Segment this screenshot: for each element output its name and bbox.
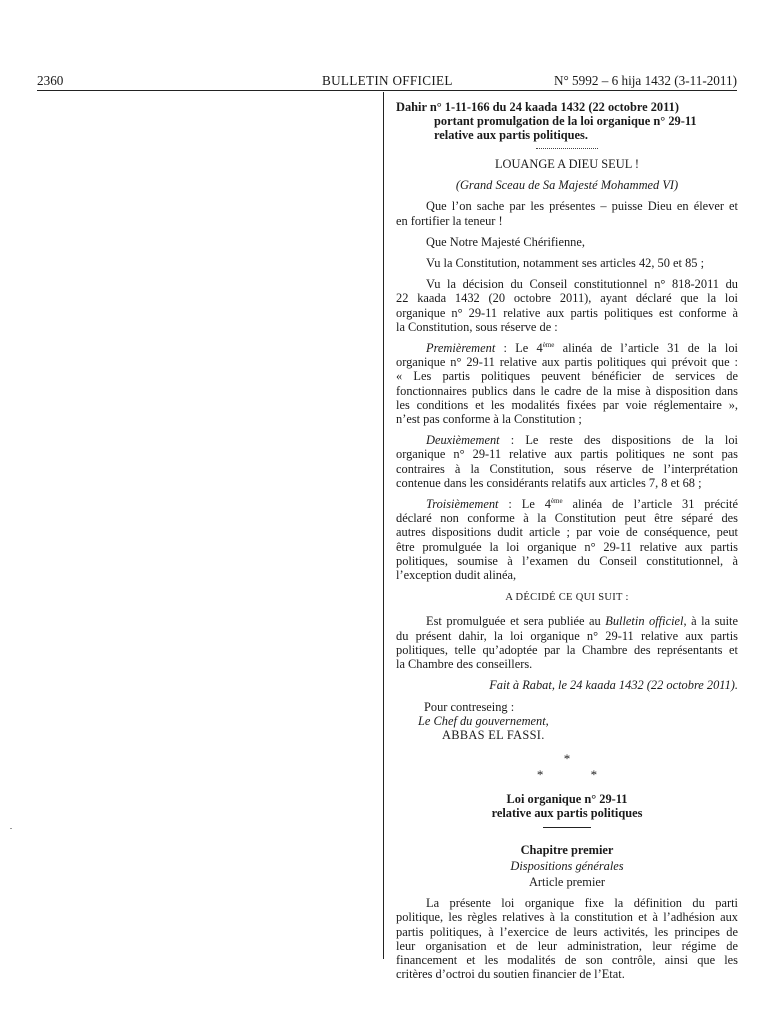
paragraph-line: la Constitution, sous réserve de : (396, 319, 558, 334)
publication-title: BULLETIN OFFICIEL (322, 73, 453, 88)
law-title-line: Loi organique n° 29-11 (506, 792, 628, 807)
text-run: , à la suite (683, 614, 738, 629)
text-run: alinéa de l’article 31 de la loi (554, 341, 738, 356)
paragraph-line: être promulguée la loi organique n° 29-11 relative aux partis (396, 539, 738, 554)
paragraph-line: politiques, telle qu’adoptée par la Chambre des représentants et (396, 642, 738, 657)
star-bottom: * * (536, 767, 620, 783)
paragraph-line (396, 433, 738, 447)
paragraph-line: Que l’on sache par les présentes – puisse Dieu en élever et (426, 199, 738, 214)
countersign-label: Pour contreseing : (424, 699, 515, 714)
paragraph-line (396, 341, 738, 355)
enumeration-label: Troisièmement (426, 497, 499, 512)
paragraph-line: la Chambre des conseillers. (396, 657, 533, 672)
paragraph-line: organique n° 29-11 relative aux partis politiques ne sont pas (396, 447, 738, 462)
right-column (396, 100, 738, 981)
paragraph-line: politiques, soumise à l’examen du Conseil constitutionnel, à (396, 553, 738, 568)
decision-heading: A DÉCIDÉ CE QUI SUIT : (505, 592, 629, 604)
column-divider (383, 92, 384, 959)
enumeration-label: Premièrement (426, 341, 496, 356)
paragraph-line: « Les partis politiques peuvent bénéficier de services de (396, 369, 738, 384)
publication-reference: Bulletin officiel (605, 614, 684, 629)
dahir-title-line: portant promulgation de la loi organique n° 29-11 (434, 114, 697, 128)
text-run: Est promulguée et sera publiée au (426, 614, 606, 629)
seal-line: (Grand Sceau de Sa Majesté Mohammed VI) (455, 178, 679, 193)
paragraph-line: La présente loi organique fixe la définition du parti (426, 896, 738, 911)
paragraph-line: fonctionnaires publics dans le cadre de la mise à disposition dans (396, 383, 738, 398)
paragraph-line (396, 497, 738, 511)
signatory-name: ABBAS EL FASSI. (442, 727, 545, 742)
signature-date: Fait à Rabat, le 24 kaada 1432 (22 octobre 2011). (489, 678, 738, 693)
header-rule (37, 90, 737, 91)
text-run: : Le reste des dispositions de la loi (499, 433, 738, 448)
praise-line: LOUANGE A DIEU SEUL ! (494, 157, 640, 171)
paragraph-line: organique n° 29-11 relative aux partis politiques qui prévoit que : (396, 355, 738, 370)
paragraph-line: organique n° 29-11 relative aux partis politiques est conforme à (396, 305, 738, 320)
paragraph-line: en fortifier la teneur ! (396, 213, 503, 228)
paragraph-line: l’exception dudit alinéa, (396, 568, 517, 583)
dahir-title-line: relative aux partis politiques. (434, 128, 588, 142)
title-separator (536, 148, 598, 149)
enumeration-label: Deuxièmement (426, 433, 500, 448)
paragraph-line: politique, les règles relatives à la constitution et à l’adhésion aux (396, 910, 738, 925)
paragraph-line: financement et les modalités de son contrôle, ainsi que les (396, 952, 738, 967)
paragraph-line: du présent dahir, la loi organique n° 29-11 relative aux partis (396, 628, 738, 643)
paragraph-line: critères d’octroi du soutien financier de l’Etat. (396, 967, 625, 982)
paragraph-line: déclaré non conforme à la Constitution peut être séparé des (396, 511, 738, 526)
paragraph-line: n’est pas conforme à la Constitution ; (396, 412, 582, 427)
chief-title: Le Chef du gouvernement, (418, 713, 549, 728)
paragraph-line: 22 kaada 1432 (20 octobre 2011), ayant déclaré que la loi (396, 291, 738, 306)
paragraph-line: leur organisation et de leur administration, leur régime de (396, 938, 738, 953)
paragraph-line: Vu la Constitution, notamment ses articles 42, 50 et 85 ; (426, 256, 705, 271)
paragraph-line: partis politiques, à l’exercice de leurs activités, les principes de (396, 924, 738, 939)
paragraph-line: Vu la décision du Conseil constitutionnel n° 818-2011 du (426, 277, 738, 292)
paragraph-line: les conditions et les modalités fixées par voie réglementaire », (396, 397, 738, 412)
scan-speck (10, 828, 12, 829)
paragraph-line: Que Notre Majesté Chérifienne, (426, 234, 585, 249)
paragraph-line: contraires à la Constitution, sous réserve de l’interprétation (396, 461, 738, 476)
superscript: ème (542, 340, 555, 349)
text-run: : Le 4 (495, 341, 543, 356)
text-run: : Le 4 (498, 497, 551, 512)
section-stars (396, 751, 738, 783)
superscript: ème (550, 496, 563, 505)
page-header (37, 73, 737, 91)
paragraph-line (396, 614, 738, 628)
chapter-heading: Chapitre premier (520, 842, 614, 857)
paragraph-line: contenue dans les considérants relatifs aux articles 7, 8 et 68 ; (396, 475, 702, 490)
issue-reference: N° 5992 – 6 hija 1432 (3-11-2011) (553, 73, 737, 88)
law-title-line: relative aux partis politiques (491, 806, 643, 821)
text-run: alinéa de l’article 31 précité (562, 497, 739, 512)
page-number: 2360 (37, 73, 64, 88)
article-heading: Article premier (528, 874, 606, 889)
star-top: * (563, 751, 571, 767)
paragraph-line: autres dispositions dudit article ; par voie de conséquence, peut (396, 525, 738, 540)
chapter-subtitle: Dispositions générales (510, 858, 624, 873)
dahir-title-line: Dahir n° 1-11-166 du 24 kaada 1432 (22 octobre 2011) (396, 100, 679, 114)
law-title-rule (543, 827, 591, 828)
dahir-title (396, 100, 738, 142)
